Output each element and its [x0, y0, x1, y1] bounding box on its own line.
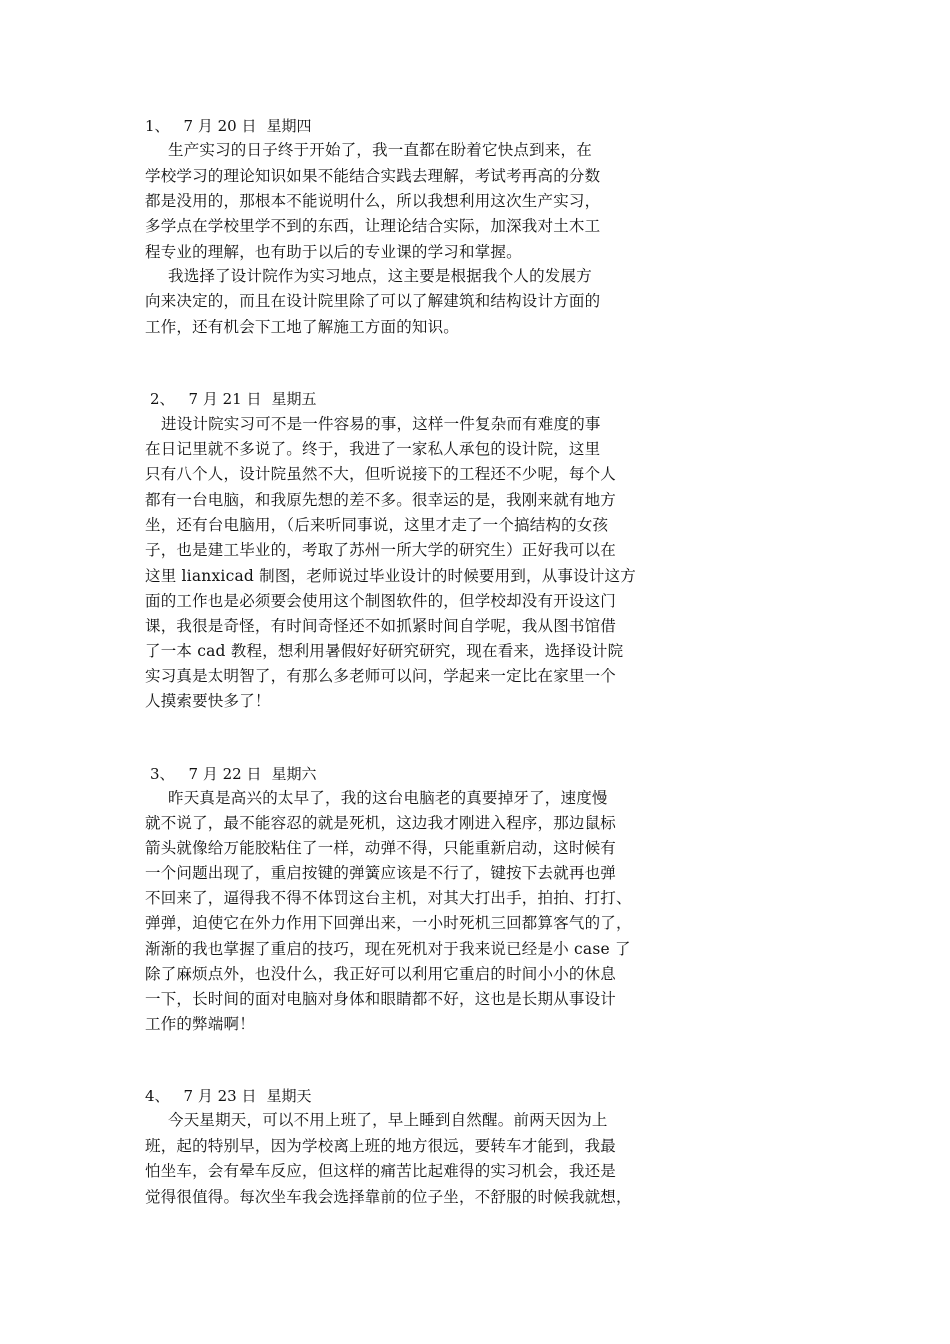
- entry-heading: [145, 116, 312, 136]
- paragraph-line: 就不说了，最不能容忍的就是死机，这边我才刚进入程序，那边鼠标: [145, 814, 617, 832]
- paragraph-line: 在日记里就不多说了。终于，我进了一家私人承包的设计院，这里: [145, 440, 601, 458]
- paragraph-line: 人摸索要快多了！: [145, 692, 271, 710]
- paragraph-line: 向来决定的，而且在设计院里除了可以了解建筑和结构设计方面的: [145, 292, 601, 310]
- entry-date: 7 月 23 日: [183, 1087, 257, 1105]
- paragraph-line: 一下，长时间的面对电脑对身体和眼睛都不好，这也是长期从事设计: [145, 990, 617, 1008]
- paragraph-line: 都是没用的，那根本不能说明什么，所以我想利用这次生产实习，: [145, 192, 601, 210]
- paragraph-line: 程专业的理解，也有助于以后的专业课的学习和掌握。: [145, 243, 522, 261]
- paragraph-line: 觉得很值得。每次坐车我会选择靠前的位子坐，不舒服的时候我就想，: [145, 1188, 632, 1206]
- paragraph-line: 昨天真是高兴的太早了，我的这台电脑老的真要掉牙了，速度慢: [168, 789, 608, 807]
- paragraph-line: 班，起的特别早，因为学校离上班的地方很远，要转车才能到，我最: [145, 1137, 617, 1155]
- entry-number: 4、: [145, 1087, 170, 1105]
- paragraph-line: 不回来了，逼得我不得不体罚这台主机，对其大打出手，拍拍、打打、: [145, 889, 632, 907]
- entry-weekday: 星期四: [266, 117, 312, 135]
- entry-date: 7 月 20 日: [183, 117, 257, 135]
- paragraph-line: 一个问题出现了，重启按键的弹簧应该是不行了，键按下去就再也弹: [145, 864, 617, 882]
- entry-date: 7 月 21 日: [188, 390, 262, 408]
- entry-number: 1、: [145, 117, 170, 135]
- entry-weekday: 星期五: [271, 390, 317, 408]
- paragraph-line: 生产实习的日子终于开始了，我一直都在盼着它快点到来，在: [168, 141, 592, 159]
- entry-heading: [150, 389, 317, 409]
- paragraph-line: 箭头就像给万能胶粘住了一样，动弹不得，只能重新启动，这时候有: [145, 839, 617, 857]
- paragraph-line: 实习真是太明智了，有那么多老师可以问，学起来一定比在家里一个: [145, 667, 617, 685]
- paragraph-line: 我选择了设计院作为实习地点，这主要是根据我个人的发展方: [168, 267, 592, 285]
- paragraph-line: 坐，还有台电脑用，（后来听同事说，这里才走了一个搞结构的女孩: [145, 516, 609, 534]
- entry-heading: [145, 1086, 312, 1106]
- paragraph-line: 多学点在学校里学不到的东西，让理论结合实际，加深我对土木工: [145, 217, 601, 235]
- paragraph-line: 除了麻烦点外，也没什么，我正好可以利用它重启的时间小小的休息: [145, 965, 617, 983]
- paragraph-line: 子，也是建工毕业的，考取了苏州一所大学的研究生）正好我可以在: [145, 541, 617, 559]
- paragraph-line: 面的工作也是必须要会使用这个制图软件的，但学校却没有开设这门: [145, 592, 617, 610]
- paragraph-line: 工作，还有机会下工地了解施工方面的知识。: [145, 318, 460, 336]
- paragraph-line: 只有八个人，设计院虽然不大，但听说接下的工程还不少呢，每个人: [145, 465, 617, 483]
- paragraph-line: 这里 lianxicad 制图，老师说过毕业设计的时候要用到，从事设计这方: [145, 567, 636, 585]
- entry-number: 3、: [150, 765, 175, 783]
- paragraph-line: 渐渐的我也掌握了重启的技巧，现在死机对于我来说已经是小 case 了: [145, 940, 631, 958]
- entry-date: 7 月 22 日: [188, 765, 262, 783]
- paragraph-line: 进设计院实习可不是一件容易的事，这样一件复杂而有难度的事: [161, 415, 601, 433]
- entry-weekday: 星期天: [266, 1087, 312, 1105]
- paragraph-line: 怕坐车，会有晕车反应，但这样的痛苦比起难得的实习机会，我还是: [145, 1162, 617, 1180]
- paragraph-line: 弹弹，迫使它在外力作用下回弹出来，一小时死机三回都算客气的了，: [145, 914, 632, 932]
- entry-heading: [150, 764, 317, 784]
- entry-weekday: 星期六: [271, 765, 317, 783]
- paragraph-line: 今天星期天，可以不用上班了，早上睡到自然醒。前两天因为上: [168, 1111, 608, 1129]
- paragraph-line: 工作的弊端啊！: [145, 1015, 255, 1033]
- paragraph-line: 都有一台电脑，和我原先想的差不多。很幸运的是，我刚来就有地方: [145, 491, 617, 509]
- paragraph-line: 学校学习的理论知识如果不能结合实践去理解，考试考再高的分数: [145, 167, 601, 185]
- paragraph-line: 了一本 cad 教程，想利用暑假好好研究研究，现在看来，选择设计院: [145, 642, 624, 660]
- paragraph-line: 课，我很是奇怪，有时间奇怪还不如抓紧时间自学呢，我从图书馆借: [145, 617, 617, 635]
- entry-number: 2、: [150, 390, 175, 408]
